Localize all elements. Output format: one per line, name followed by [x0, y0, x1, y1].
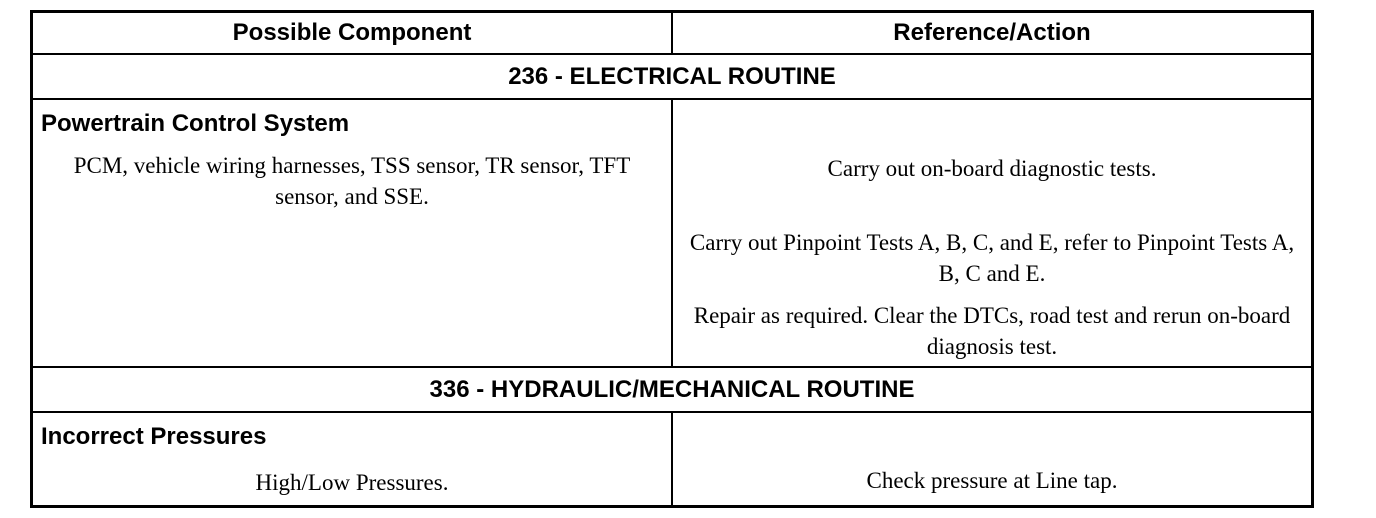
component-cell	[33, 100, 673, 366]
header-possible-component: Possible Component	[33, 13, 673, 53]
routine-heading-electrical: 236 - ELECTRICAL ROUTINE	[33, 55, 1311, 100]
action-item: Check pressure at Line tap.	[866, 468, 1118, 493]
action-item: Repair as required. Clear the DTCs, road test and rerun on-board diagnosis test.	[693, 303, 1291, 359]
component-list: PCM, vehicle wiring harnesses, TSS sensor, TR sensor, TFT sensor, and SSE.	[73, 153, 631, 209]
action-cell	[673, 413, 1311, 505]
diagnostic-table	[30, 10, 1314, 508]
action-item: Carry out Pinpoint Tests A, B, C, and E, refer to Pinpoint Tests A, B, C and E.	[689, 230, 1295, 286]
table-header-row	[33, 13, 1311, 55]
action-cell	[673, 100, 1311, 366]
group-title-incorrect-pressures: Incorrect Pressures	[41, 423, 267, 450]
component-cell	[33, 413, 673, 505]
table-row	[33, 100, 1311, 368]
table-row	[33, 413, 1311, 505]
routine-heading-hydraulic: 336 - HYDRAULIC/MECHANICAL ROUTINE	[33, 368, 1311, 413]
group-title-powertrain: Powertrain Control System	[41, 110, 350, 137]
action-item: Carry out on-board diagnostic tests.	[827, 156, 1157, 181]
component-list: High/Low Pressures.	[255, 470, 449, 495]
header-reference-action: Reference/Action	[893, 19, 1091, 46]
